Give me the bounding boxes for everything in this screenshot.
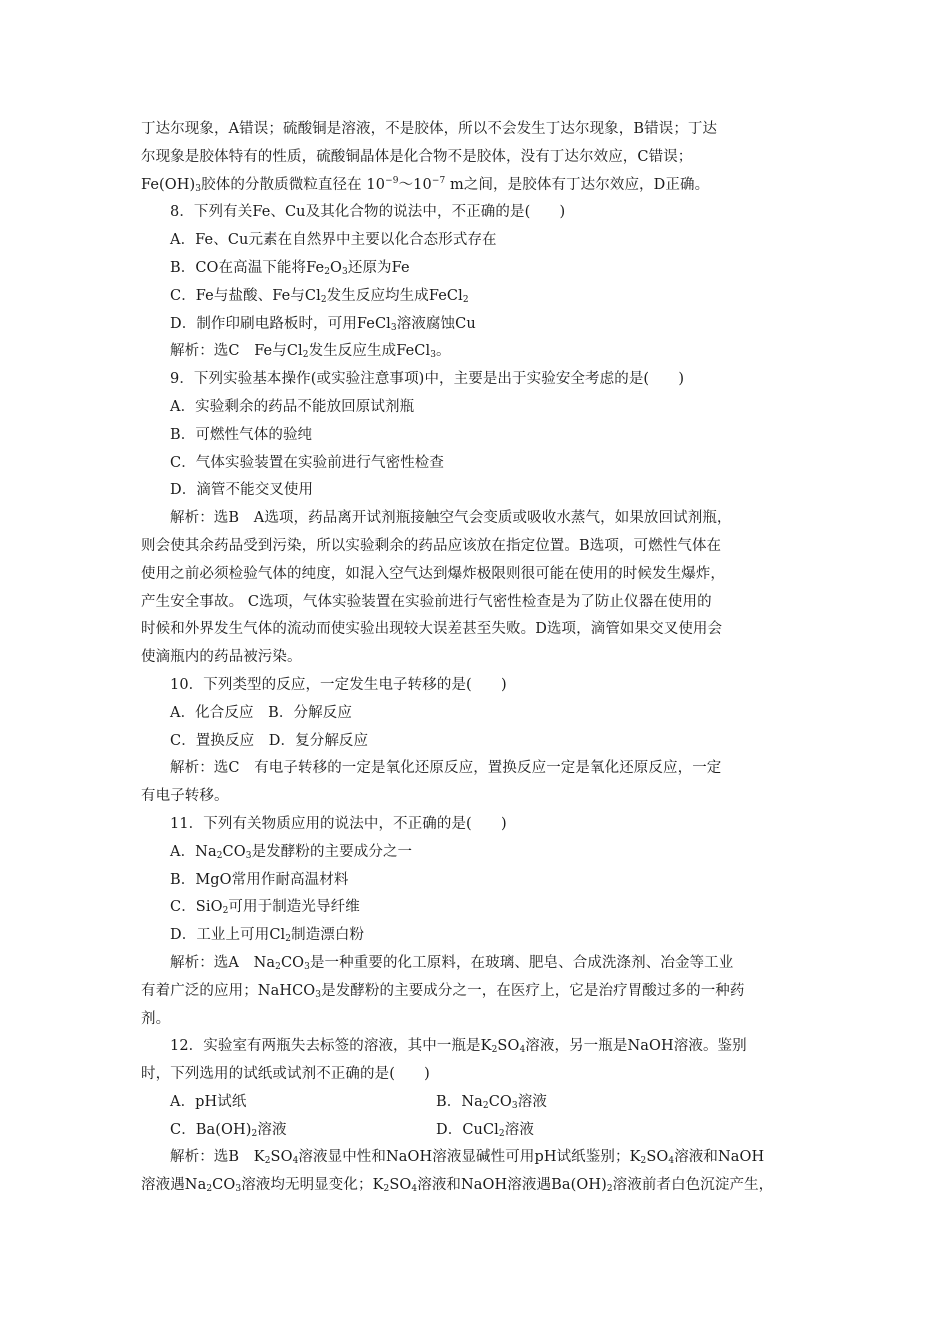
q9-explanation-line: 时候和外界发生气体的流动而使实验出现较大误差甚至失败。D选项，滴管如果交叉使用会 bbox=[141, 621, 723, 638]
q11-explanation-line: 解析：选A $Na_2CO_3$是一种重要的化工原料，在玻璃、肥皂、合成洗涤剂、冶金等工业 bbox=[170, 954, 734, 972]
q11-explanation-line: 有着广泛的应用；NaHCO$_3$是发酵粉的主要成分之一，在医疗上，它是治疗胃酸过多的一种药 bbox=[141, 982, 745, 1000]
q10-explanation-line: 有电子转移。 bbox=[141, 788, 229, 805]
q12-options-row bbox=[141, 1117, 820, 1145]
q9-explanation-line: 使滴瓶内的药品被污染。 bbox=[141, 649, 302, 666]
q12-option-d: D．CuCl$_2$溶液 bbox=[436, 1121, 534, 1139]
q10-options-row: A．化合反应 B．分解反应 bbox=[170, 704, 352, 721]
q9-explanation-line: 产生安全事故。 C选项，气体实验装置在实验前进行气密性检查是为了防止仪器在使用的 bbox=[141, 593, 712, 610]
q12-option-a: A．pH试纸 bbox=[170, 1093, 247, 1110]
q8-option-c: C．Fe与盐酸、Fe与$Cl_2$发生反应均生成FeCl$_2$ bbox=[170, 287, 469, 305]
q8-answer: 解析：选C Fe与$Cl_2$发生反应生成FeCl$_3$。 bbox=[170, 343, 451, 361]
q7-explanation-line: 尔现象是胶体特有的性质，硫酸铜晶体是化合物不是胶体，没有丁达尔效应，C错误； bbox=[141, 148, 693, 165]
question-12-stem: 12．实验室有两瓶失去标签的溶液，其中一瓶是$K_2SO_4$溶液，另一瓶是NaOH溶液。鉴别 bbox=[170, 1038, 747, 1056]
q11-option-a: A．$Na_2CO_3$是发酵粉的主要成分之一 bbox=[170, 843, 413, 861]
q8-option-d: D．制作印刷电路板时，可用FeCl$_3$溶液腐蚀Cu bbox=[170, 315, 476, 333]
q10-explanation-line: 解析：选C 有电子转移的一定是氧化还原反应，置换反应一定是氧化还原反应，一定 bbox=[170, 760, 722, 777]
q11-option-c: C．SiO$_2$可用于制造光导纤维 bbox=[170, 899, 360, 917]
q12-explanation-line: 解析：选B $K_2SO_4$溶液显中性和NaOH溶液显碱性可用pH试纸鉴别；$K_2SO_4$溶液和NaOH bbox=[170, 1149, 765, 1167]
question-12-stem: 时，下列选用的试纸或试剂不正确的是( ) bbox=[141, 1066, 430, 1083]
q9-explanation-line: 使用之前必须检验气体的纯度，如混入空气达到爆炸极限则很可能在使用的时候发生爆炸， bbox=[141, 565, 725, 582]
q11-option-b: B．MgO常用作耐高温材料 bbox=[170, 871, 349, 888]
q9-option-c: C．气体实验装置在实验前进行气密性检查 bbox=[170, 454, 444, 471]
q12-option-b: B．$Na_2CO_3$溶液 bbox=[436, 1093, 547, 1111]
q11-explanation-line: 剂。 bbox=[141, 1010, 171, 1027]
q8-option-b: B．CO在高温下能将$Fe_2O_3$还原为Fe bbox=[170, 259, 410, 277]
question-11-stem: 11．下列有关物质应用的说法中，不正确的是( ) bbox=[170, 815, 507, 832]
q12-explanation-line: 溶液遇$Na_2CO_3$溶液均无明显变化；$K_2SO_4$溶液和NaOH溶液遇$Ba(OH)_2$溶液前者白色沉淀产生， bbox=[141, 1177, 774, 1195]
question-9-stem: 9．下列实验基本操作(或实验注意事项)中，主要是出于实验安全考虑的是( ) bbox=[170, 371, 685, 388]
q9-option-b: B．可燃性气体的验纯 bbox=[170, 426, 313, 443]
q7-explanation-line: $Fe(OH)_3$胶体的分散质微粒直径在 $10^{-9}\sim 10^{-7}$ m之间，是胶体有丁达尔效应，D正确。 bbox=[141, 175, 710, 194]
q10-options-row: C．置换反应 D．复分解反应 bbox=[170, 732, 369, 749]
q11-option-d: D．工业上可用$Cl_2$制造漂白粉 bbox=[170, 927, 365, 945]
question-10-stem: 10．下列类型的反应，一定发生电子转移的是( ) bbox=[170, 676, 507, 693]
q9-option-d: D．滴管不能交叉使用 bbox=[170, 482, 314, 499]
q9-explanation-line: 则会使其余药品受到污染，所以实验剩余的药品应该放在指定位置。B选项，可燃性气体在 bbox=[141, 537, 722, 554]
question-8-stem: 8．下列有关Fe、Cu及其化合物的说法中，不正确的是( ) bbox=[170, 204, 566, 221]
q12-option-c: C．$Ba(OH)_2$溶液 bbox=[170, 1121, 287, 1139]
q12-options-row bbox=[141, 1089, 820, 1117]
q9-option-a: A．实验剩余的药品不能放回原试剂瓶 bbox=[170, 398, 415, 415]
q8-option-a: A．Fe、Cu元素在自然界中主要以化合态形式存在 bbox=[170, 232, 497, 249]
q7-explanation-line: 丁达尔现象，A错误；硫酸铜是溶液，不是胶体，所以不会发生丁达尔现象，B错误；丁达 bbox=[141, 121, 718, 137]
q9-explanation-line: 解析：选B A选项，药品离开试剂瓶接触空气会变质或吸收水蒸气，如果放回试剂瓶， bbox=[170, 510, 732, 527]
